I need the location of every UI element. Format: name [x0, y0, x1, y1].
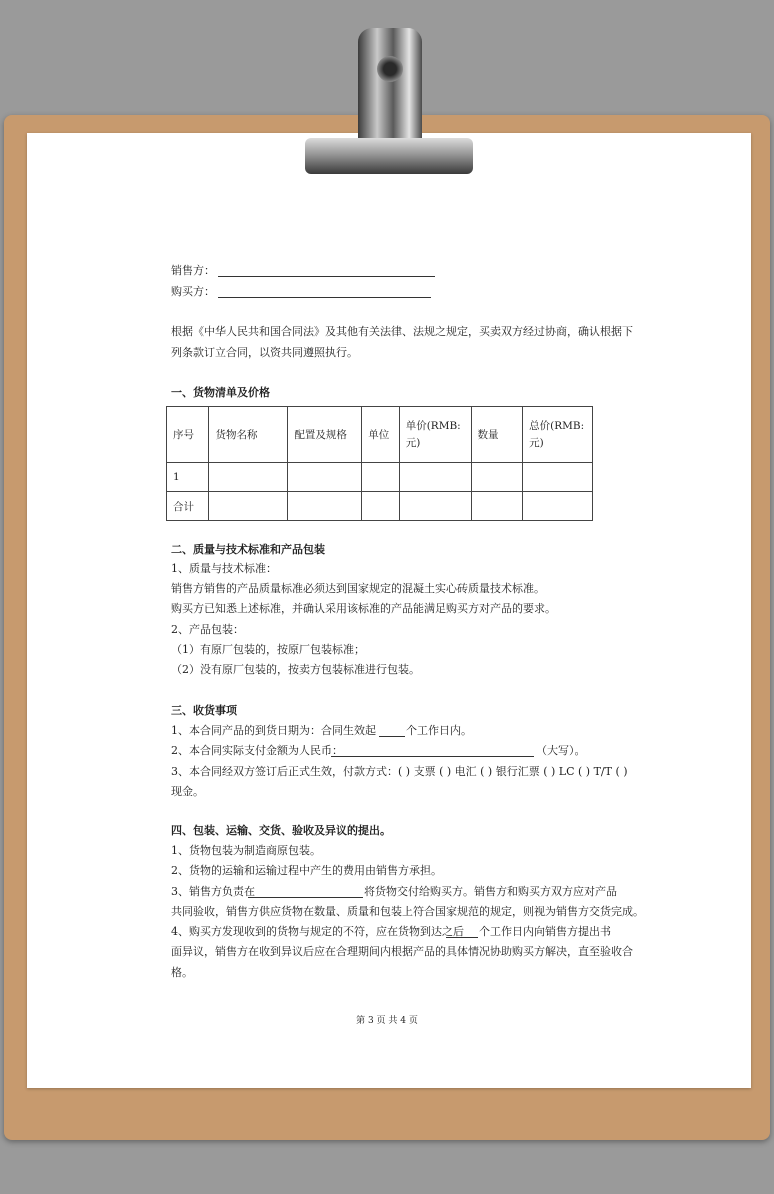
- table-header-row: [167, 407, 593, 463]
- section2-title: 二、质量与技术标准和产品包装: [171, 543, 325, 556]
- header-cell: 货物名称: [209, 407, 288, 463]
- table-row: [167, 463, 593, 492]
- section4-line: 面异议，销售方在收到异议后应在合理期间内根据产品的具体情况协助购买方解决，直至验收合: [171, 945, 633, 958]
- section4-line: 2、货物的运输和运输过程中产生的费用由销售方承担。: [171, 864, 442, 877]
- days-blank: [379, 736, 405, 737]
- section4-title: 四、包装、运输、交货、验收及异议的提出。: [171, 824, 391, 837]
- section3-line3: 3、本合同经双方签订后正式生效，付款方式：( ) 支票 ( ) 电汇 ( ) 银行汇票 ( ) LC ( ) T/T ( ): [171, 765, 628, 778]
- section1-title: 一、货物清单及价格: [171, 386, 270, 399]
- section3-title: 三、收货事项: [171, 704, 237, 717]
- clip-hole-icon: [377, 56, 403, 82]
- clip-base: [305, 138, 473, 174]
- section2-line: 2、产品包装：: [171, 623, 244, 636]
- section3-line2-a: 2、本合同实际支付金额为人民币：: [171, 744, 343, 757]
- header-cell: 数量: [471, 407, 523, 463]
- amount-blank: [331, 756, 534, 757]
- section2-line: （2）没有原厂包装的，按卖方包装标准进行包装。: [171, 663, 420, 676]
- section4-line: 共同验收，销售方供应货物在数量、质量和包装上符合国家规范的规定，则视为销售方交货完成。: [171, 905, 644, 918]
- section4-line5-a: 4、购买方发现收到的货物与规定的不符，应在货物到达之后: [171, 925, 464, 938]
- objection-days-blank: [446, 937, 478, 938]
- header-cell: 配置及规格: [288, 407, 362, 463]
- row-number-cell: 1: [167, 463, 209, 492]
- section4-line5-b: 个工作日内向销售方提出书: [479, 925, 611, 938]
- delivery-blank: [248, 897, 363, 898]
- header-cell: 单位: [362, 407, 399, 463]
- seller-blank: [218, 276, 435, 277]
- section3-line2-b: （大写）。: [536, 744, 586, 757]
- table-total-row: [167, 492, 593, 521]
- header-cell: 总价(RMB:元): [523, 407, 593, 463]
- total-label-cell: 合计: [167, 492, 209, 521]
- goods-table: [166, 406, 593, 521]
- header-cell: 序号: [167, 407, 209, 463]
- buyer-label: 购买方：: [171, 285, 215, 298]
- section2-line: 1、质量与技术标准：: [171, 562, 277, 575]
- header-cell: 单价(RMB:元): [399, 407, 471, 463]
- intro-line-2: 列条款订立合同，以资共同遵照执行。: [171, 346, 358, 359]
- section2-line: 销售方销售的产品质量标准必须达到国家规定的混凝土实心砖质量技术标准。: [171, 582, 545, 595]
- section3-line4: 现金。: [171, 785, 204, 798]
- section4-line3-a: 3、销售方负责在: [171, 885, 255, 898]
- section2-line: （1）有原厂包装的，按原厂包装标准；: [171, 643, 365, 656]
- seller-label: 销售方：: [171, 264, 215, 277]
- section4-line3-b: 将货物交付给购买方。销售方和购买方双方应对产品: [364, 885, 617, 898]
- clip-icon: [358, 28, 422, 146]
- section3-line1-b: 个工作日内。: [406, 724, 472, 737]
- section3-line1-a: 1、本合同产品的到货日期为：合同生效起: [171, 724, 376, 737]
- page-number: 第 3 页 共 4 页: [356, 1016, 418, 1026]
- section4-line: 格。: [171, 966, 193, 979]
- section2-line: 购买方已知悉上述标准，并确认采用该标准的产品能满足购买方对产品的要求。: [171, 602, 556, 615]
- section4-line: 1、货物包装为制造商原包装。: [171, 844, 321, 857]
- buyer-blank: [218, 297, 431, 298]
- intro-line-1: 根据《中华人民共和国合同法》及其他有关法律、法规之规定，买卖双方经过协商，确认根据下: [171, 325, 633, 338]
